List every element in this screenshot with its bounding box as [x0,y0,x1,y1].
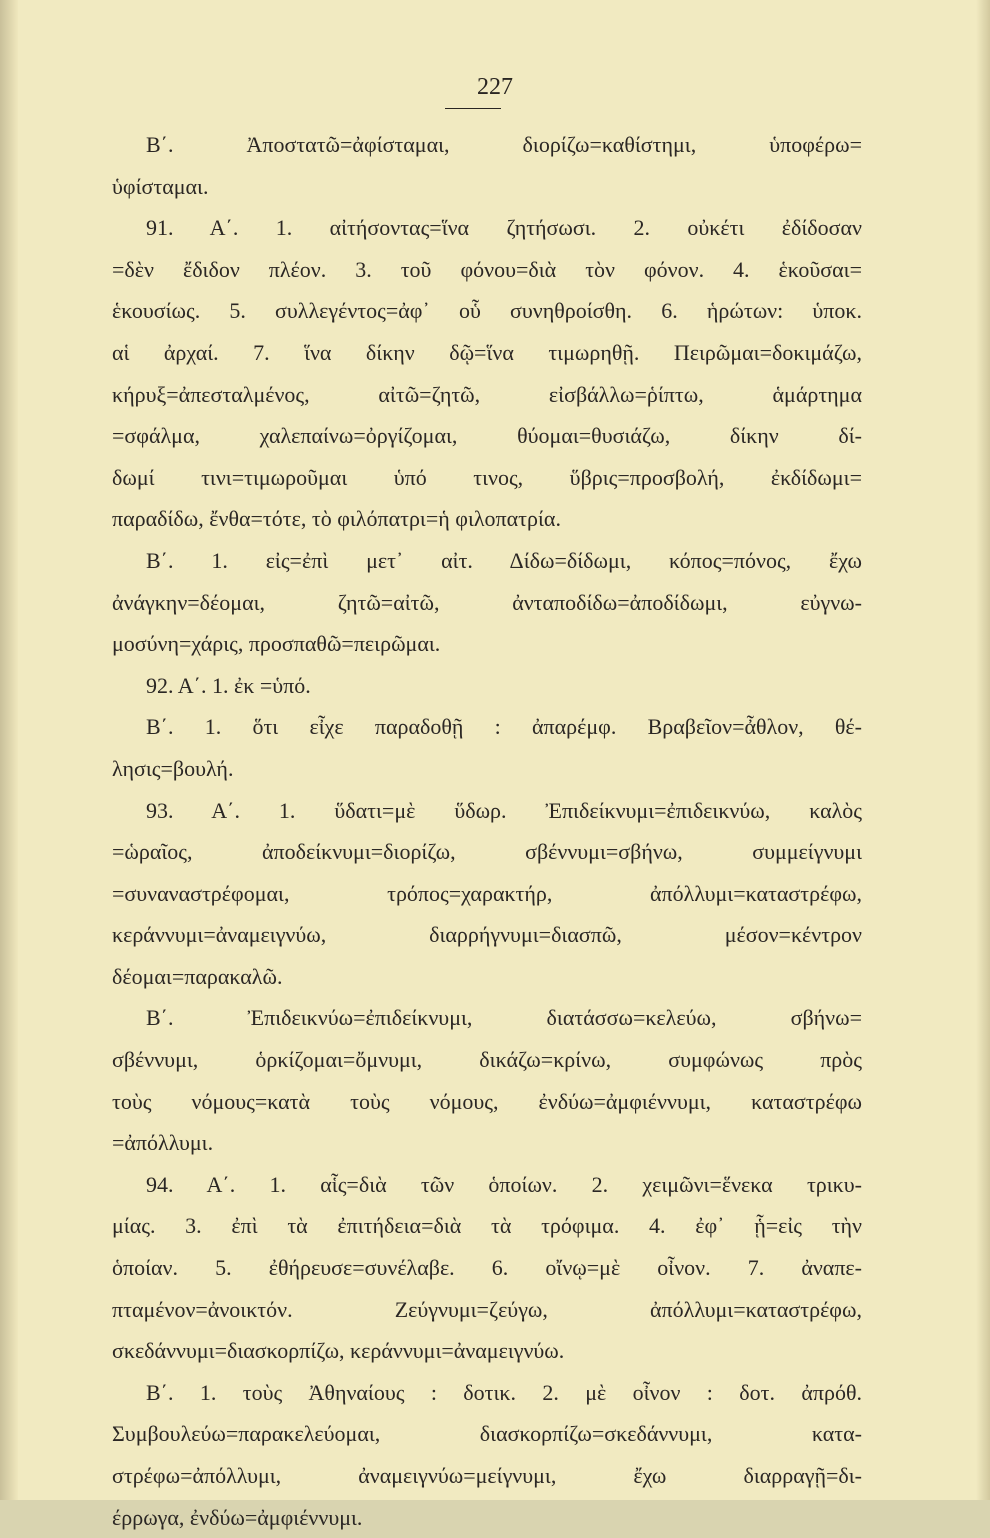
text-line: λησις=βουλή. [112,755,234,781]
text-line: Β΄. Ἀποστατῶ=ἀφίσταμαι, διορίζω=καθίστημι, ὑποφέρω= [146,132,862,157]
text-line: 94. Α΄. 1. αἷς=διὰ τῶν ὁποίων. 2. χειμῶνι=ἕνεκα τρικυ- [146,1171,862,1197]
text-line: 92. Α΄. 1. ἐκ =ὑπό. [146,672,311,698]
text-line: =ὡραῖος, ἀποδείκνυμι=διορίζω, σβέννυμι=σβήνω, συμμείγνυμι [112,839,862,865]
text-line: σκεδάννυμι=διασκορπίζω, κεράννυμι=ἀναμειγνύω. [112,1338,565,1364]
text-line: 91. Α΄. 1. αἰτήσοντας=ἵνα ζητήσωσι. 2. οὐκέτι ἐδίδοσαν [146,215,862,241]
text-line: =συναναστρέφομαι, τρόπος=χαρακτήρ, ἀπόλλυμι=καταστρέφω, [112,880,862,906]
text-line: =ἀπόλλυμι. [112,1130,214,1156]
text-line: αἱ ἀρχαί. 7. ἵνα δίκην δῷ=ἵνα τιμωρηθῇ. Πειρῶμαι=δοκιμάζω, [112,339,862,365]
text-line: παραδίδω, ἔνθα=τότε, τὸ φιλόπατρι=ἡ φιλοπατρία. [112,506,561,532]
text-line: Β΄. 1. εἰς=ἐπὶ μετ᾽ αἰτ. Δίδω=δίδωμι, κόπος=πόνος, ἔχω [146,547,862,573]
text-line: =δὲν ἔδιδον πλέον. 3. τοῦ φόνου=διὰ τὸν φόνον. 4. ἑκοῦσαι= [112,256,862,282]
page-number-rule [445,108,501,109]
text-line: έρρωγα, ἐνδύω=ἀμφιέννυμι. [112,1504,363,1530]
text-line: πταμένον=ἀνοικτόν. Ζεύγνυμι=ζεύγω, ἀπόλλυμι=καταστρέφω, [112,1296,862,1322]
text-line: Β΄. Ἐπιδεικνύω=ἐπιδείκνυμι, διατάσσω=κελεύω, σβήνω= [146,1005,862,1031]
text-line: Β΄. 1. τοὺς Ἀθηναίους : δοτικ. 2. μὲ οἶνον : δοτ. ἀπρόθ. [146,1379,862,1405]
text-line: Συμβουλεύω=παρακελεύομαι, διασκορπίζω=σκεδάννυμι, κατα- [112,1421,862,1447]
text-line: 93. Α΄. 1. ὕδατι=μὲ ὕδωρ. Ἐπιδείκνυμι=ἐπιδεικνύω, καλὸς [146,797,862,823]
page-edge-shadow [976,0,990,1500]
text-line: ἀνάγκην=δέομαι, ζητῶ=αἰτῶ, ἀνταποδίδω=ἀποδίδωμι, εὐγνω- [112,589,862,615]
text-line: δωμί τινι=τιμωροῦμαι ὑπό τινος, ὕβρις=προσβολή, ἐκδίδωμι= [112,464,862,490]
text-line: ὑφίσταμαι. [112,173,209,199]
text-line: Β΄. 1. ὅτι εἶχε παραδοθῇ : ἀπαρέμφ. Βραβεῖον=ἆθλον, θέ- [146,714,862,740]
text-line: =σφάλμα, χαλεπαίνω=ὀργίζομαι, θύομαι=θυσιάζω, δίκην δί- [112,423,862,449]
text-line: σβέννυμι, ὁρκίζομαι=ὄμνυμι, δικάζω=κρίνω, συμφώνως πρὸς [112,1047,862,1073]
text-line: ἑκουσίως. 5. συλλεγέντος=ἀφ᾽ οὗ συνηθροίσθη. 6. ἡρώτων: ὑποκ. [112,298,862,324]
body-text [112,124,862,1538]
page-number: 227 [477,74,513,100]
text-line: τοὺς νόμους=κατὰ τοὺς νόμους, ἐνδύω=ἀμφιέννυμι, καταστρέφω [112,1088,862,1114]
text-line: μοσύνη=χάρις, προσπαθῶ=πειρῶμαι. [112,631,441,657]
text-line: ὁποίαν. 5. ἐθήρευσε=συνέλαβε. 6. οἴνῳ=μὲ οἶνον. 7. ἀναπε- [112,1255,862,1281]
text-line: δέομαι=παρακαλῶ. [112,963,283,989]
text-line: κήρυξ=ἀπεσταλμένος, αἰτῶ=ζητῶ, εἰσβάλλω=ῥίπτω, ἁμάρτημα [112,381,862,407]
page-gutter-shadow [0,0,18,1500]
text-line: κεράννυμι=ἀναμειγνύω, διαρρήγνυμι=διασπῶ, μέσον=κέντρον [112,922,862,948]
text-line: μίας. 3. ἐπὶ τὰ ἐπιτήδεια=διὰ τὰ τρόφιμα. 4. ἐφ᾽ ᾗ=εἰς τὴν [112,1213,862,1239]
text-line: στρέφω=ἀπόλλυμι, ἀναμειγνύω=μείγνυμι, ἔχω διαρραγῇ=δι- [112,1463,862,1488]
